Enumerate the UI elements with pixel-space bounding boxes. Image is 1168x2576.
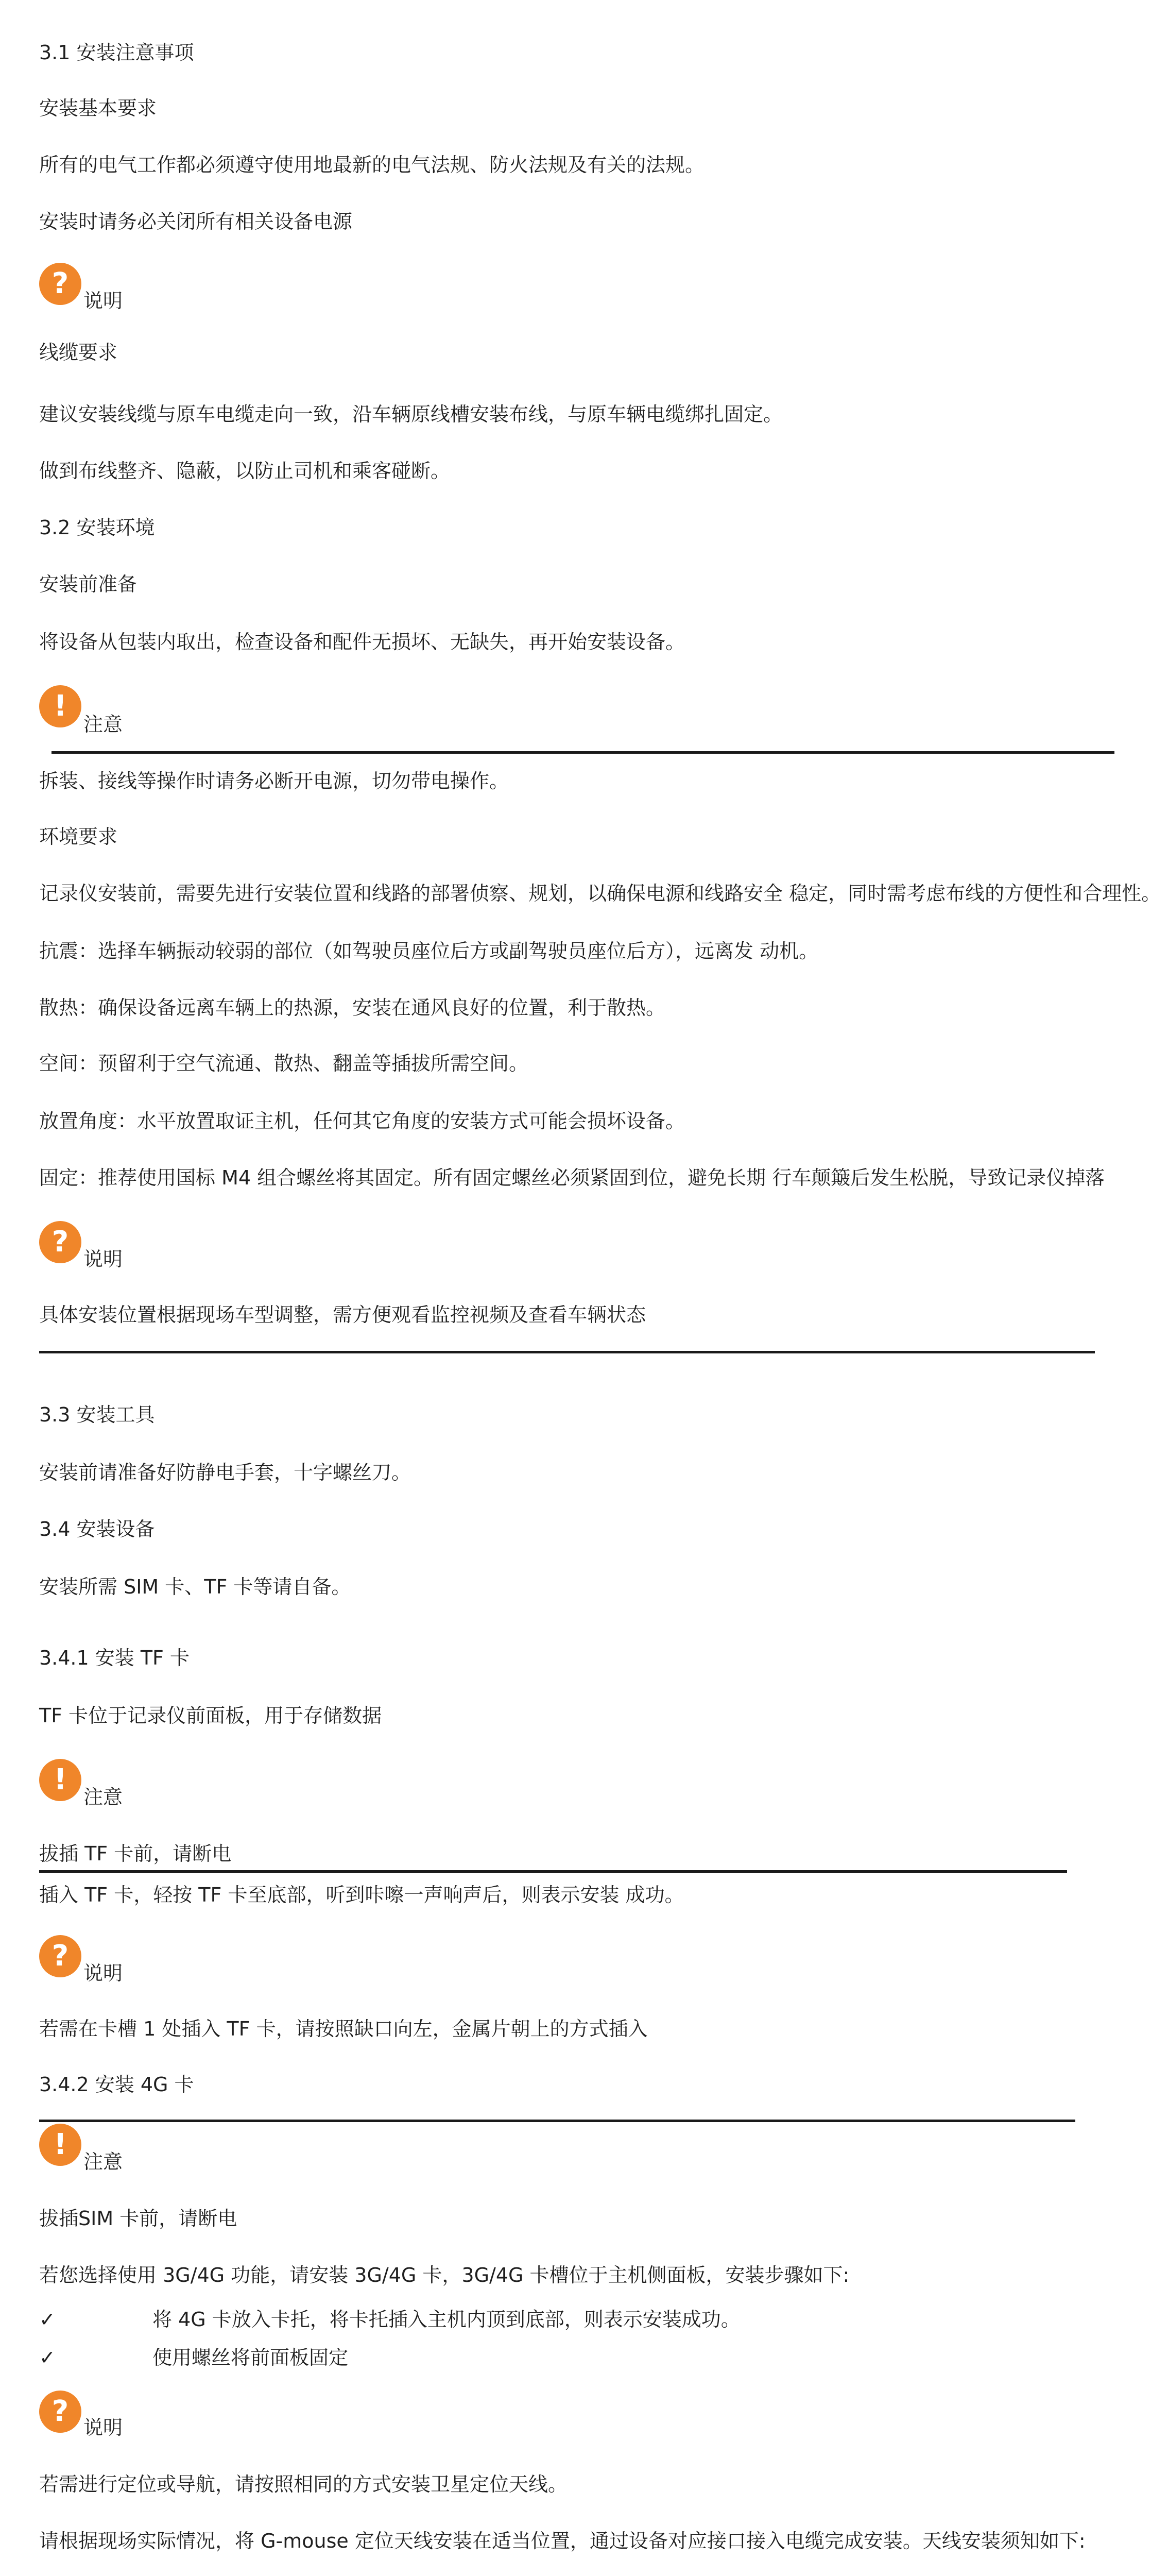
paragraph: 若您选择使用 3G/4G 功能，请安装 3G/4G 卡，3G/4G 卡槽位于主机侧面板，安装步骤如下: — [39, 2264, 850, 2286]
paragraph: 安装所需 SIM 卡、TF 卡等请自备。 — [39, 1575, 351, 1598]
subheading-basic: 安装基本要求 — [39, 97, 157, 120]
exclamation-circle-icon: ! — [39, 2124, 81, 2166]
warning-label: 注意 — [83, 2150, 123, 2173]
section-title-3-4-1: 3.4.1 安装 TF 卡 — [39, 1647, 190, 1669]
subheading-env: 环境要求 — [39, 825, 118, 848]
warning-text: 拔插SIM 卡前，请断电 — [39, 2207, 237, 2230]
paragraph: 空间：预留利于空气流通、散热、翻盖等插拔所需空间。 — [39, 1052, 529, 1075]
note-text: 具体安装位置根据现场车型调整，需方便观看监控视频及查看车辆状态 — [39, 1303, 646, 1326]
note-text: 若需进行定位或导航，请按照相同的方式安装卫星定位天线。 — [39, 2473, 568, 2496]
check-item: 将 4G 卡放入卡托，将卡托插入主机内顶到底部，则表示安装成功。 — [152, 2308, 741, 2331]
divider — [39, 1351, 1095, 1353]
paragraph: 将设备从包装内取出，检查设备和配件无损坏、无缺失，再开始安装设备。 — [39, 631, 685, 653]
note-label: 说明 — [83, 1248, 123, 1270]
question-circle-icon: ? — [39, 1221, 81, 1263]
paragraph: 放置角度：水平放置取证主机，任何其它角度的安装方式可能会损坏设备。 — [39, 1110, 685, 1132]
section-title-3-3: 3.3 安装工具 — [39, 1403, 155, 1426]
exclamation-circle-icon: ! — [39, 1759, 81, 1801]
note-label: 说明 — [83, 1962, 123, 1985]
paragraph: 固定：推荐使用国标 M4 组合螺丝将其固定。所有固定螺丝必须紧固到位，避免长期 行车颠簸后发生松脱，导致记录仪掉落 — [39, 1166, 1105, 1189]
question-circle-icon: ? — [39, 2391, 81, 2433]
subheading-prep: 安装前准备 — [39, 573, 138, 596]
divider — [39, 1870, 1067, 1873]
check-item: 使用螺丝将前面板固定 — [152, 2346, 349, 2369]
note-label: 说明 — [83, 2416, 123, 2439]
divider — [39, 2120, 1075, 2122]
paragraph: 插入 TF 卡，轻按 TF 卡至底部，听到咔嚓一声响声后，则表示安装 成功。 — [39, 1884, 684, 1906]
paragraph: 做到布线整齐、隐蔽，以防止司机和乘客碰断。 — [39, 460, 451, 482]
note-label: 说明 — [83, 290, 123, 312]
paragraph: 抗震：选择车辆振动较弱的部位（如驾驶员座位后方或副驾驶员座位后方），远离发 动机。 — [39, 940, 819, 962]
warning-label: 注意 — [83, 713, 123, 736]
warning-label: 注意 — [83, 1786, 123, 1808]
section-title-3-2: 3.2 安装环境 — [39, 516, 155, 539]
divider — [51, 751, 1114, 754]
warning-text: 拔插 TF 卡前，请断电 — [39, 1842, 232, 1865]
paragraph: 所有的电气工作都必须遵守使用地最新的电气法规、防火法规及有关的法规。 — [39, 154, 705, 176]
paragraph: 散热：确保设备远离车辆上的热源，安装在通风良好的位置，利于散热。 — [39, 996, 666, 1019]
section-title-3-1: 3.1 安装注意事项 — [39, 41, 194, 64]
paragraph: TF 卡位于记录仪前面板，用于存储数据 — [39, 1704, 382, 1727]
paragraph: 请根据现场实际情况，将 G-mouse 定位天线安装在适当位置，通过设备对应接口接入电缆完成安装。天线安装须知如下: — [39, 2530, 1086, 2552]
paragraph: 安装时请务必关闭所有相关设备电源 — [39, 210, 353, 233]
exclamation-circle-icon: ! — [39, 685, 81, 727]
note-text: 若需在卡槽 1 处插入 TF 卡，请按照缺口向左，金属片朝上的方式插入 — [39, 2018, 648, 2040]
section-title-3-4-2: 3.4.2 安装 4G 卡 — [39, 2073, 194, 2096]
paragraph: 建议安装线缆与原车电缆走向一致，沿车辆原线槽安装布线，与原车辆电缆绑扎固定。 — [39, 403, 783, 426]
paragraph: 安装前请准备好防静电手套，十字螺丝刀。 — [39, 1461, 411, 1484]
check-icon: ✓ — [39, 2308, 56, 2331]
warning-text: 拆装、接线等操作时请务必断开电源，切勿带电操作。 — [39, 770, 509, 792]
check-icon: ✓ — [39, 2346, 56, 2369]
paragraph: 记录仪安装前，需要先进行安装位置和线路的部署侦察、规划，以确保电源和线路安全 稳定，同时需考虑布线的方便性和合理性。 — [39, 882, 1161, 905]
question-circle-icon: ? — [39, 1935, 81, 1977]
subheading-cable: 线缆要求 — [39, 341, 118, 364]
question-circle-icon: ? — [39, 263, 81, 305]
section-title-3-4: 3.4 安装设备 — [39, 1518, 155, 1540]
